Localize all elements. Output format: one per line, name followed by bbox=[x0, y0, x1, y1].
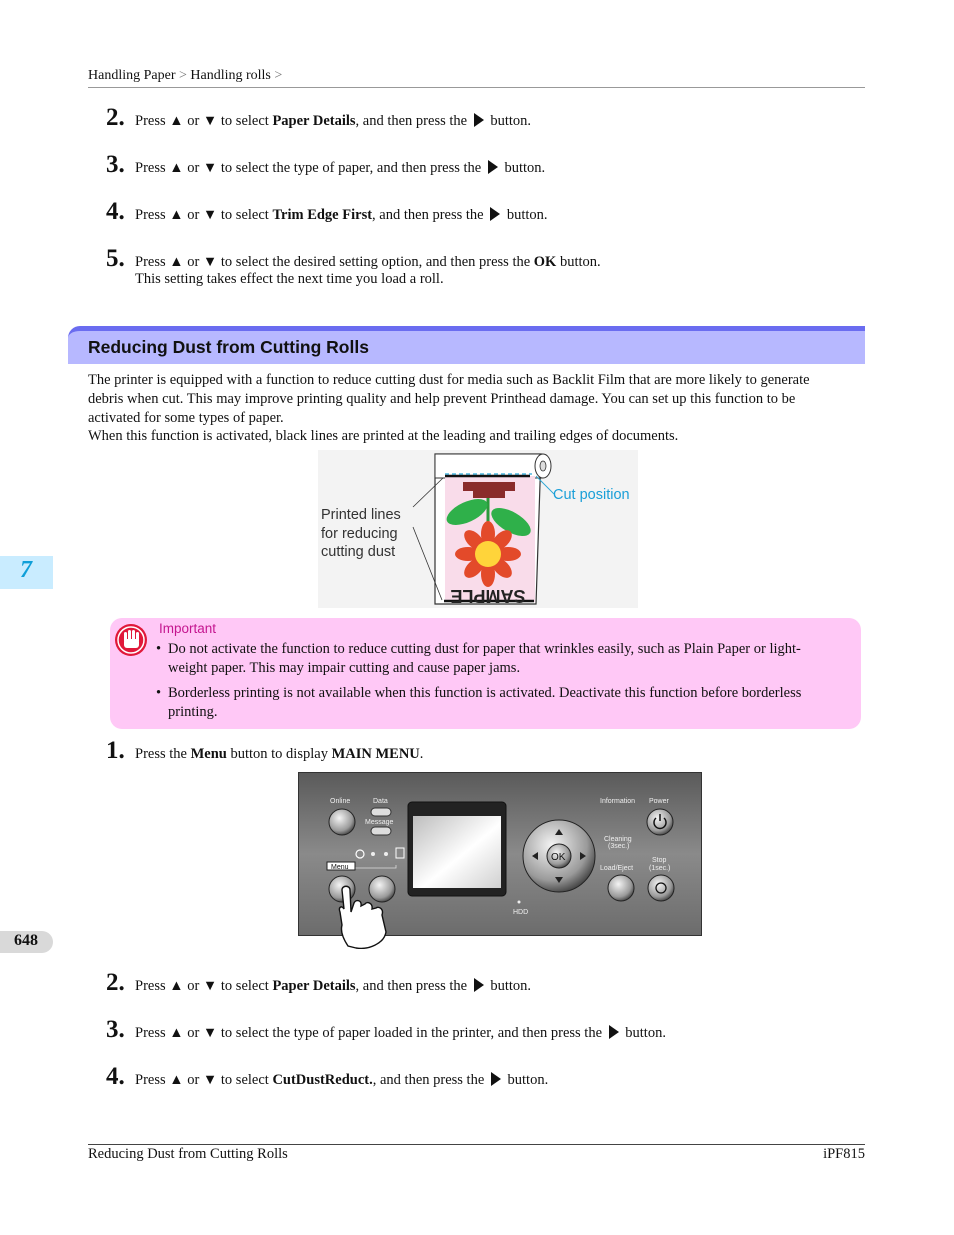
power-label: Power bbox=[649, 798, 669, 805]
online-label: Online bbox=[330, 798, 351, 805]
load-eject-label: Load/Eject bbox=[600, 865, 634, 872]
footer-rule bbox=[88, 1144, 865, 1145]
load-eject-button[interactable] bbox=[608, 875, 634, 901]
step-text: Press ▲ or ▼ to select CutDustReduct., and then press the button. bbox=[135, 1072, 549, 1088]
footer-model: iPF815 bbox=[823, 1146, 865, 1162]
important-title: Important bbox=[159, 621, 217, 636]
step-number: 4. bbox=[106, 1063, 125, 1090]
cleaning-label: Cleaning bbox=[604, 836, 632, 843]
bullet-mark: • bbox=[156, 685, 162, 701]
section-title: Reducing Dust from Cutting Rolls bbox=[88, 337, 369, 357]
stop-button[interactable] bbox=[648, 875, 674, 901]
message-label: Message bbox=[365, 819, 394, 826]
ok-label: OK bbox=[551, 852, 566, 863]
step-number: 1. bbox=[106, 737, 125, 764]
step-text: Press ▲ or ▼ to select Trim Edge First, and then press the button. bbox=[135, 207, 548, 223]
bullet-text: Borderless printing is not available when this function is activated. Deactivate this function before borderless printing. bbox=[168, 685, 802, 720]
step-number: 2. bbox=[106, 969, 125, 996]
data-button[interactable] bbox=[371, 808, 391, 816]
step-number: 3. bbox=[106, 1016, 125, 1043]
hdd-label: HDD bbox=[513, 909, 529, 916]
back-button[interactable] bbox=[369, 876, 395, 902]
menu-label: Menu bbox=[331, 864, 349, 871]
right-arrow-icon bbox=[474, 113, 484, 127]
breadcrumb bbox=[88, 68, 282, 84]
information-label: Information bbox=[600, 798, 636, 805]
breadcrumb-separator: > bbox=[178, 68, 187, 83]
step-number: 2. bbox=[106, 104, 125, 131]
step-text: Press ▲ or ▼ to select Paper Details, and then press the button. bbox=[135, 978, 532, 994]
power-button[interactable] bbox=[647, 809, 673, 835]
step-text: Press ▲ or ▼ to select the desired setting option, and then press the OK button. bbox=[135, 254, 601, 270]
right-arrow-icon bbox=[609, 1025, 619, 1039]
breadcrumb-handling-rolls[interactable]: Handling rolls bbox=[190, 68, 271, 83]
cut-position-label: Cut position bbox=[553, 487, 630, 503]
intro-line-2: debris when cut. This may improve printing quality and help prevent Printhead damage. You can set up this function to be bbox=[88, 391, 796, 407]
message-button[interactable] bbox=[371, 827, 391, 835]
printed-lines-label-2: for reducing bbox=[321, 526, 398, 542]
stop-hand-icon bbox=[114, 623, 148, 657]
bullet-text: Do not activate the function to reduce cutting dust for paper that wrinkles easily, such as Plain Paper or light- weight paper. This may impair cutting and cause paper jams. bbox=[168, 641, 801, 676]
bullet-mark: • bbox=[156, 641, 162, 657]
step-subtext: This setting takes effect the next time you load a roll. bbox=[135, 271, 444, 287]
chapter-number: 7 bbox=[20, 557, 32, 583]
right-arrow-icon bbox=[490, 207, 500, 221]
right-arrow-icon bbox=[491, 1072, 501, 1086]
intro-line-4: When this function is activated, black lines are printed at the leading and trailing edges of documents. bbox=[88, 428, 679, 444]
printed-lines-label-3: cutting dust bbox=[321, 544, 396, 560]
footer-section-title: Reducing Dust from Cutting Rolls bbox=[88, 1146, 288, 1162]
printed-lines-label-1: Printed lines bbox=[321, 507, 401, 523]
step-text: Press the Menu button to display MAIN MENU. bbox=[135, 746, 424, 762]
right-arrow-icon bbox=[474, 978, 484, 992]
page-number: 648 bbox=[14, 932, 38, 949]
right-arrow-icon bbox=[488, 160, 498, 174]
step-number: 5. bbox=[106, 245, 125, 272]
breadcrumb-handling-paper[interactable]: Handling Paper bbox=[88, 68, 176, 83]
step-text: Press ▲ or ▼ to select Paper Details, and then press the button. bbox=[135, 113, 532, 129]
cut-dust-figure bbox=[318, 450, 638, 608]
step-text: Press ▲ or ▼ to select the type of paper, and then press the button. bbox=[135, 160, 546, 176]
stop-sec-label: (1sec.) bbox=[649, 865, 671, 872]
intro-line-3: activated for some types of paper. bbox=[88, 410, 284, 426]
step-number: 3. bbox=[106, 151, 125, 178]
breadcrumb-separator: > bbox=[274, 68, 283, 83]
data-label: Data bbox=[373, 798, 388, 805]
online-button[interactable] bbox=[329, 809, 355, 835]
control-panel-figure bbox=[298, 772, 702, 949]
header-rule bbox=[88, 87, 865, 88]
step-text: Press ▲ or ▼ to select the type of paper loaded in the printer, and then press the button. bbox=[135, 1025, 666, 1041]
sample-text: SAMPLE bbox=[450, 586, 526, 606]
stop-label: Stop bbox=[652, 857, 667, 864]
display-screen bbox=[413, 816, 501, 888]
cleaning-sec-label: (3sec.) bbox=[608, 843, 630, 850]
step-number: 4. bbox=[106, 198, 125, 225]
intro-line-1: The printer is equipped with a function to reduce cutting dust for media such as Backlit Film that are more likely to generate bbox=[88, 372, 810, 388]
